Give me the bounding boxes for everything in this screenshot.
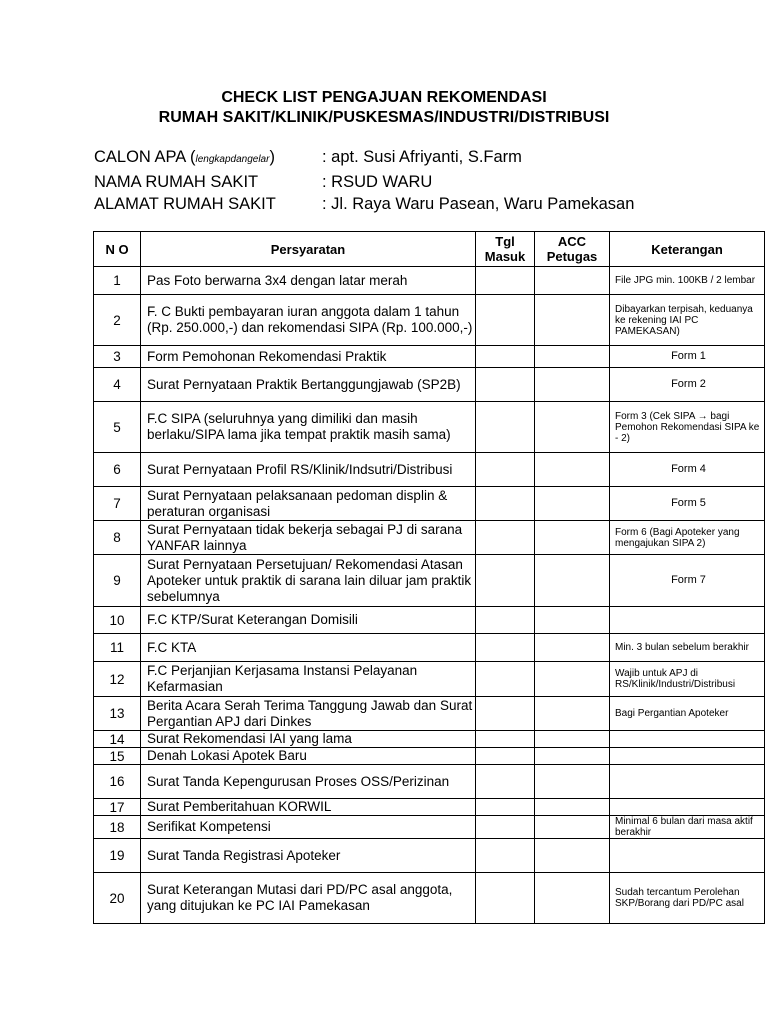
row-number: 17 xyxy=(94,799,141,816)
row-persyaratan: Surat Tanda Kepengurusan Proses OSS/Perizinan xyxy=(141,765,476,799)
table-row xyxy=(94,799,765,816)
row-persyaratan: Surat Pernyataan Praktik Bertanggungjawab (SP2B) xyxy=(141,368,476,402)
calon-apa-label: CALON APA (lengkapdangelar) xyxy=(94,148,275,166)
row-acc-petugas xyxy=(535,521,610,555)
table-row xyxy=(94,346,765,368)
applicant-info xyxy=(94,146,634,215)
row-keterangan: Form 4 xyxy=(610,453,765,487)
alamat-label: ALAMAT RUMAH SAKIT xyxy=(94,195,276,213)
table-row xyxy=(94,453,765,487)
document-title-line1: CHECK LIST PENGAJUAN REKOMENDASI xyxy=(221,89,547,106)
row-acc-petugas xyxy=(535,662,610,697)
row-persyaratan: Denah Lokasi Apotek Baru xyxy=(141,748,476,765)
row-persyaratan: Surat Pernyataan Persetujuan/ Rekomendasi Atasan Apoteker untuk praktik di sarana lain diluar jam praktik sebelumnya xyxy=(141,555,476,607)
row-number: 12 xyxy=(94,662,141,697)
header-keterangan: Keterangan xyxy=(610,232,765,267)
row-tgl-masuk xyxy=(476,816,535,839)
row-keterangan: Bagi Pergantian Apoteker xyxy=(610,697,765,731)
row-acc-petugas xyxy=(535,607,610,634)
row-persyaratan: Surat Pernyataan tidak bekerja sebagai PJ di sarana YANFAR lainnya xyxy=(141,521,476,555)
row-number: 20 xyxy=(94,873,141,924)
row-acc-petugas xyxy=(535,799,610,816)
row-acc-petugas xyxy=(535,765,610,799)
row-persyaratan: Surat Keterangan Mutasi dari PD/PC asal anggota, yang ditujukan ke PC IAI Pamekasan xyxy=(141,873,476,924)
row-number: 11 xyxy=(94,634,141,662)
rumah-sakit-row xyxy=(94,171,634,193)
alamat-value: : Jl. Raya Waru Pasean, Waru Pamekasan xyxy=(322,195,635,213)
table-row xyxy=(94,521,765,555)
table-row xyxy=(94,731,765,748)
row-keterangan: Form 6 (Bagi Apoteker yang mengajukan SIPA 2) xyxy=(610,521,765,555)
table-row xyxy=(94,267,765,295)
row-number: 10 xyxy=(94,607,141,634)
row-keterangan: Min. 3 bulan sebelum berakhir xyxy=(610,634,765,662)
row-number: 3 xyxy=(94,346,141,368)
table-row xyxy=(94,368,765,402)
row-tgl-masuk xyxy=(476,267,535,295)
table-row xyxy=(94,662,765,697)
row-keterangan: File JPG min. 100KB / 2 lembar xyxy=(610,267,765,295)
row-tgl-masuk xyxy=(476,697,535,731)
row-tgl-masuk xyxy=(476,731,535,748)
alamat-row xyxy=(94,193,634,215)
row-keterangan: Form 3 (Cek SIPA → bagi Pemohon Rekomendasi SIPA ke - 2) xyxy=(610,402,765,453)
row-number: 15 xyxy=(94,748,141,765)
calon-apa-row xyxy=(94,146,634,171)
row-acc-petugas xyxy=(535,873,610,924)
table-row xyxy=(94,816,765,839)
row-number: 14 xyxy=(94,731,141,748)
row-number: 8 xyxy=(94,521,141,555)
row-acc-petugas xyxy=(535,487,610,521)
row-tgl-masuk xyxy=(476,839,535,873)
row-number: 18 xyxy=(94,816,141,839)
row-acc-petugas xyxy=(535,368,610,402)
document-title-line2: RUMAH SAKIT/KLINIK/PUSKESMAS/INDUSTRI/DISTRIBUSI xyxy=(158,109,610,126)
table-row xyxy=(94,765,765,799)
table-row xyxy=(94,634,765,662)
row-acc-petugas xyxy=(535,839,610,873)
row-tgl-masuk xyxy=(476,873,535,924)
row-acc-petugas xyxy=(535,402,610,453)
table-row xyxy=(94,295,765,346)
row-keterangan: Form 1 xyxy=(610,346,765,368)
row-number: 5 xyxy=(94,402,141,453)
table-row xyxy=(94,839,765,873)
row-tgl-masuk xyxy=(476,295,535,346)
row-persyaratan: Form Pemohonan Rekomendasi Praktik xyxy=(141,346,476,368)
row-tgl-masuk xyxy=(476,634,535,662)
row-keterangan: Dibayarkan terpisah, keduanya ke rekening IAI PC PAMEKASAN) xyxy=(610,295,765,346)
row-persyaratan: Berita Acara Serah Terima Tanggung Jawab dan Surat Pergantian APJ dari Dinkes xyxy=(141,697,476,731)
header-no: N O xyxy=(94,232,141,267)
row-tgl-masuk xyxy=(476,521,535,555)
row-keterangan: Sudah tercantum Perolehan SKP/Borang dari PD/PC asal xyxy=(610,873,765,924)
header-persyaratan: Persyaratan xyxy=(141,232,476,267)
table-row xyxy=(94,555,765,607)
row-number: 4 xyxy=(94,368,141,402)
row-acc-petugas xyxy=(535,295,610,346)
row-keterangan: Form 7 xyxy=(610,555,765,607)
row-tgl-masuk xyxy=(476,402,535,453)
rumah-sakit-value: : RSUD WARU xyxy=(322,173,433,191)
row-keterangan: Form 5 xyxy=(610,487,765,521)
row-persyaratan: F.C SIPA (seluruhnya yang dimiliki dan masih berlaku/SIPA lama jika tempat praktik masih sama) xyxy=(141,402,476,453)
row-tgl-masuk xyxy=(476,555,535,607)
row-tgl-masuk xyxy=(476,368,535,402)
row-number: 9 xyxy=(94,555,141,607)
calon-apa-value: : apt. Susi Afriyanti, S.Farm xyxy=(322,148,522,166)
table-row xyxy=(94,873,765,924)
rumah-sakit-label: NAMA RUMAH SAKIT xyxy=(94,173,259,191)
table-row xyxy=(94,402,765,453)
row-acc-petugas xyxy=(535,634,610,662)
row-acc-petugas xyxy=(535,697,610,731)
calon-apa-note: lengkapdangelar xyxy=(195,154,270,165)
row-number: 6 xyxy=(94,453,141,487)
row-persyaratan: F.C KTP/Surat Keterangan Domisili xyxy=(141,607,476,634)
row-tgl-masuk xyxy=(476,662,535,697)
header-tgl-masuk: Tgl Masuk xyxy=(476,232,535,267)
row-keterangan xyxy=(610,799,765,816)
row-persyaratan: Surat Pemberitahuan KORWIL xyxy=(141,799,476,816)
row-persyaratan: Surat Pernyataan pelaksanaan pedoman displin & peraturan organisasi xyxy=(141,487,476,521)
row-keterangan xyxy=(610,748,765,765)
row-persyaratan: F.C Perjanjian Kerjasama Instansi Pelayanan Kefarmasian xyxy=(141,662,476,697)
table-row xyxy=(94,748,765,765)
row-number: 16 xyxy=(94,765,141,799)
row-tgl-masuk xyxy=(476,346,535,368)
row-keterangan: Form 2 xyxy=(610,368,765,402)
row-persyaratan: Surat Pernyataan Profil RS/Klinik/Indsutri/Distribusi xyxy=(141,453,476,487)
row-acc-petugas xyxy=(535,748,610,765)
row-persyaratan: Surat Tanda Registrasi Apoteker xyxy=(141,839,476,873)
row-number: 7 xyxy=(94,487,141,521)
header-acc-petugas: ACC Petugas xyxy=(535,232,610,267)
row-tgl-masuk xyxy=(476,487,535,521)
row-number: 19 xyxy=(94,839,141,873)
row-number: 13 xyxy=(94,697,141,731)
row-keterangan xyxy=(610,765,765,799)
row-persyaratan: Pas Foto berwarna 3x4 dengan latar merah xyxy=(141,267,476,295)
row-keterangan: Minimal 6 bulan dari masa aktif berakhir xyxy=(610,816,765,839)
row-keterangan: Wajib untuk APJ di RS/Klinik/Industri/Distribusi xyxy=(610,662,765,697)
row-acc-petugas xyxy=(535,267,610,295)
checklist-table xyxy=(93,231,765,924)
row-tgl-masuk xyxy=(476,453,535,487)
row-number: 2 xyxy=(94,295,141,346)
row-persyaratan: Serifikat Kompetensi xyxy=(141,816,476,839)
row-persyaratan: Surat Rekomendasi IAI yang lama xyxy=(141,731,476,748)
row-acc-petugas xyxy=(535,346,610,368)
row-acc-petugas xyxy=(535,453,610,487)
row-acc-petugas xyxy=(535,555,610,607)
row-keterangan xyxy=(610,731,765,748)
row-number: 1 xyxy=(94,267,141,295)
table-header-row xyxy=(94,232,765,267)
table-row xyxy=(94,607,765,634)
row-tgl-masuk xyxy=(476,765,535,799)
table-row xyxy=(94,697,765,731)
row-keterangan xyxy=(610,607,765,634)
row-acc-petugas xyxy=(535,816,610,839)
row-tgl-masuk xyxy=(476,748,535,765)
row-keterangan xyxy=(610,839,765,873)
table-row xyxy=(94,487,765,521)
row-tgl-masuk xyxy=(476,799,535,816)
row-persyaratan: F. C Bukti pembayaran iuran anggota dalam 1 tahun (Rp. 250.000,-) dan rekomendasi SIPA (Rp. 100.000,-) xyxy=(141,295,476,346)
row-acc-petugas xyxy=(535,731,610,748)
row-persyaratan: F.C KTA xyxy=(141,634,476,662)
row-tgl-masuk xyxy=(476,607,535,634)
